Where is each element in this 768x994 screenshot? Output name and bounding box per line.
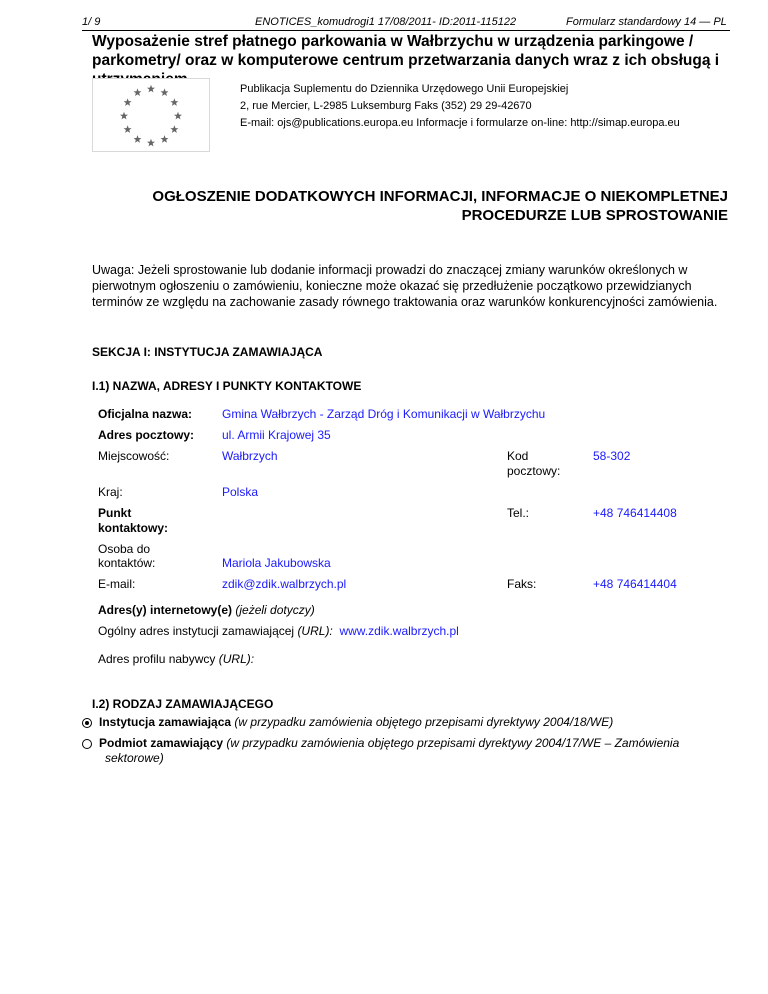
notice-id: ENOTICES_komudrogi1 17/08/2011- ID:2011-115122	[255, 16, 517, 28]
eu-flag-logo	[92, 78, 210, 152]
contracting-entity-option	[99, 735, 739, 751]
internet-address-row	[98, 602, 315, 618]
publisher-address: 2, rue Mercier, L-2985 Luksemburg Faks (352) 29 29-42670	[240, 100, 532, 112]
notice-heading-line2: PROCEDURZE LUB SPROSTOWANIE	[461, 207, 728, 224]
amendment-note: Uwaga: Jeżeli sprostowanie lub dodanie informacji prowadzi do znaczącej zmiany warunków określonych w pierwotnym ogłoszeniu o zamówieniu, konieczne może okazać się przedłużenie początkowo przewidzianych terminów ze względu na zachowanie zasady równego traktowania oraz warunków konkurencyjności zamówienia.	[92, 263, 718, 309]
section-i1-heading: I.1) NAZWA, ADRESY I PUNKTY KONTAKTOWE	[92, 379, 362, 393]
official-name-value: Gmina Wałbrzych - Zarząd Dróg i Komunikacji w Wałbrzychu	[222, 407, 546, 421]
publisher-contact: E-mail: ojs@publications.europa.eu Informacje i formularze on-line: http://simap.europa.eu	[240, 117, 680, 129]
eu-star-icon	[174, 112, 182, 120]
general-url-label: Ogólny adres instytucji zamawiającej	[98, 624, 295, 638]
eu-star-icon	[134, 135, 142, 143]
contracting-authority-radio[interactable]	[82, 718, 92, 728]
eu-star-icon	[170, 98, 178, 106]
section-1-heading: SEKCJA I: INSTYTUCJA ZAMAWIAJĄCA	[92, 345, 323, 359]
contact-person-value: Mariola Jakubowska	[222, 556, 331, 570]
general-url-tag: (URL):	[297, 624, 333, 638]
email-label: E-mail:	[98, 577, 136, 591]
publisher-name: Publikacja Suplementu do Dziennika Urzędowego Unii Europejskiej	[240, 83, 569, 95]
fax-value: +48 746414404	[593, 577, 677, 591]
document-title: Wyposażenie stref płatnego parkowania w Wałbrzychu w urządzenia parkingowe / parkometry/ oraz w komputerowe centrum przetwarzania danych wraz z ich obsługą i	[92, 33, 720, 69]
page-number: 1/ 9	[82, 16, 101, 28]
contracting-entity-radio[interactable]	[82, 739, 92, 749]
contracting-authority-option	[99, 714, 739, 730]
contracting-entity-label: Podmiot zamawiający	[99, 736, 224, 750]
contracting-entity-note-line2: sektorowe)	[105, 751, 164, 765]
general-url-value[interactable]: www.zdik.walbrzych.pl	[339, 624, 459, 638]
official-name-label: Oficjalna nazwa:	[98, 407, 193, 421]
eu-star-icon	[147, 85, 155, 93]
email-value[interactable]: zdik@zdik.walbrzych.pl	[222, 577, 347, 591]
contact-person-label-line2: kontaktów:	[98, 556, 156, 570]
contracting-authority-label: Instytucja zamawiająca	[99, 715, 232, 729]
tel-value: +48 746414408	[593, 506, 677, 520]
eu-star-icon	[161, 88, 169, 96]
buyer-profile-label: Adres profilu nabywcy	[98, 652, 216, 666]
form-name: Formularz standardowy 14 — PL	[566, 16, 727, 28]
buyer-profile-row	[98, 651, 254, 667]
internet-address-label: Adres(y) internetowy(e)	[98, 603, 233, 617]
address-label: Adres pocztowy:	[98, 428, 195, 442]
fax-label: Faks:	[507, 577, 537, 591]
contact-point-label-line1: Punkt	[98, 506, 132, 520]
city-value: Wałbrzych	[222, 449, 278, 463]
eu-star-icon	[161, 135, 169, 143]
eu-star-icon	[124, 98, 132, 106]
contact-person-label-line1: Osoba do	[98, 542, 151, 556]
internet-address-note: (jeżeli dotyczy)	[235, 603, 315, 617]
city-label: Miejscowość:	[98, 449, 170, 463]
eu-star-icon	[124, 125, 132, 133]
postal-label-line1: Kod	[507, 449, 529, 463]
contact-point-label-line2: kontaktowy:	[98, 521, 169, 535]
eu-star-icon	[170, 125, 178, 133]
eu-star-icon	[120, 112, 128, 120]
postal-value: 58-302	[593, 449, 631, 463]
contracting-entity-note-line1: (w przypadku zamówienia objętego przepisami dyrektywy 2004/17/WE – Zamówienia	[226, 736, 680, 750]
buyer-profile-url-tag: (URL):	[218, 652, 255, 666]
address-value: ul. Armii Krajowej 35	[222, 428, 331, 442]
postal-label-line2: pocztowy:	[507, 464, 561, 478]
country-label: Kraj:	[98, 485, 123, 499]
header-rule	[82, 30, 730, 31]
country-value: Polska	[222, 485, 259, 499]
tel-label: Tel.:	[507, 506, 530, 520]
section-i2-heading: I.2) RODZAJ ZAMAWIAJĄCEGO	[92, 697, 274, 711]
eu-star-icon	[147, 139, 155, 147]
general-url-row	[98, 623, 459, 639]
eu-star-icon	[134, 88, 142, 96]
notice-heading-line1: OGŁOSZENIE DODATKOWYCH INFORMACJI, INFORMACJE O NIEKOMPLETNEJ	[152, 188, 728, 205]
contracting-authority-note: (w przypadku zamówienia objętego przepisami dyrektywy 2004/18/WE)	[234, 715, 614, 729]
